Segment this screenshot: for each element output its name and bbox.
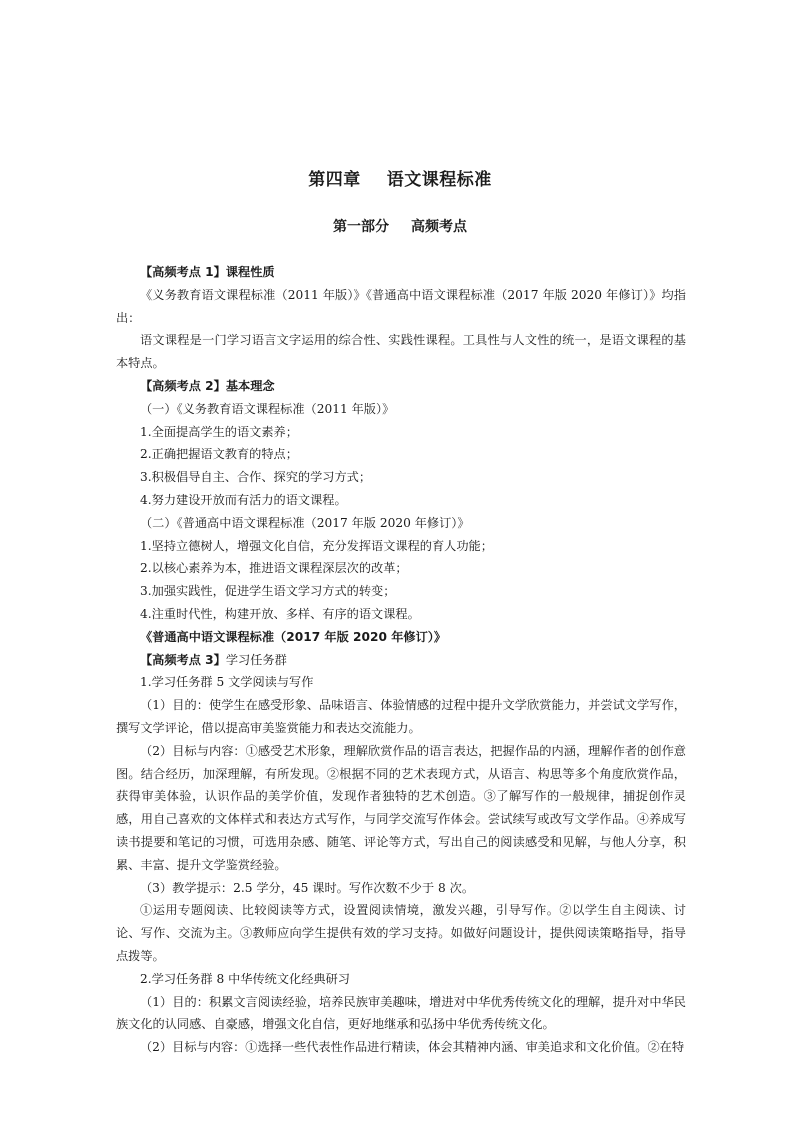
list-item: 1.坚持立德树人，增强文化自信，充分发挥语文课程的育人功能； <box>140 538 493 553</box>
group5-title: 1.学习任务群 5 文学阅读与写作 <box>140 675 314 690</box>
group5-goal: （1）目的：使学生在感受形象、品味语言、体验情感的过程中提升文学欣赏能力，并尝试文学写作，撰写文学评论，借以提高审美鉴赏能力和表达交流能力。 <box>116 698 686 735</box>
document-body <box>116 261 686 1059</box>
group5-tips-detail: ①运用专题阅读、比较阅读等方式，设置阅读情境，激发兴趣，引导写作。②以学生自主阅读、讨论、写作、交流为主。③教师应向学生提供有效的学习支持。如做好问题设计，提供阅读策略指导，指导点拨等。 <box>116 903 686 963</box>
list-item: 3.加强实践性，促进学生语文学习方式的转变； <box>140 584 396 599</box>
group5-content: （2）目标与内容：①感受艺术形象，理解欣赏作品的语言表达，把握作品的内涵，理解作者的创作意图。结合经历，加深理解，有所发现。②根据不同的艺术表现方式，从语言、构思等多个角度欣赏作品，获得审美体验，认识作品的美学价值，发现作者独特的艺术创造。③了解写作的一般规律，捕捉创作灵感，用自己喜欢的文体样式和表达方式写作，与同学交流写作体会。尝试续写或改写文学作品。④养成写读书提要和笔记的习惯，可选用杂感、随笔、评论等方式，写出自己的阅读感受和见解，与他人分享，积累、丰富、提升文学鉴赏经验。 <box>116 743 686 872</box>
kp1-tag: 【高频考点 1】 <box>140 265 226 279</box>
group8-content: （2）目标与内容：①选择一些代表性作品进行精读，体会其精神内涵、审美追求和文化价值。②在特 <box>140 1040 685 1055</box>
list-item: 3.积极倡导自主、合作、探究的学习方式； <box>140 470 372 485</box>
list-item: 4.注重时代性，构建开放、多样、有序的语文课程。 <box>140 606 420 621</box>
list-item: 1.全面提高学生的语文素养； <box>140 424 298 439</box>
group8-title: 2.学习任务群 8 中华传统文化经典研习 <box>140 971 350 986</box>
group8-goal: （1）目的：积累文言阅读经验，培养民族审美趣味，增进对中华优秀传统文化的理解，提升对中华民族文化的认同感、自豪感，增强文化自信，更好地继承和弘扬中华优秀传统文化。 <box>116 994 686 1032</box>
list-item: 2.正确把握语文教育的特点； <box>140 447 298 462</box>
kp2-title: 基本理念 <box>225 378 275 393</box>
chapter-title <box>0 165 800 190</box>
kp3-title: 学习任务群 <box>225 652 287 667</box>
kp2-heading <box>116 375 686 398</box>
kp3-tag: 【高频考点 3】 <box>140 652 226 667</box>
section-part: 第一部分 <box>333 219 389 235</box>
kp3-heading <box>116 649 686 672</box>
kp2-tag: 【高频考点 2】 <box>140 378 226 393</box>
kp2-subheading-2: （二）《普通高中语文课程标准（2017 年版 2020 年修订）》 <box>140 515 470 530</box>
kp1-paragraph-1: 《义务教育语文课程标准（2011 年版）》《普通高中语文课程标准（2017 年版 2020 年修订）》均指出： <box>116 287 686 325</box>
group5-tips: （3）教学提示：2.5 学分，45 课时。写作次数不少于 8 次。 <box>140 880 475 895</box>
list-item: 2.以核心素养为本，推进语文课程深层次的改革； <box>140 561 408 576</box>
list-item: 4.努力建设开放而有活力的语文课程。 <box>140 492 347 507</box>
chapter-name: 语文课程标准 <box>386 170 492 190</box>
section-name: 高频考点 <box>411 219 467 235</box>
kp1-heading <box>116 261 686 284</box>
section-title <box>0 216 800 236</box>
standard-heading: 《普通高中语文课程标准（2017 年版 2020 年修订）》 <box>140 629 447 644</box>
kp2-subheading-1: （一）《义务教育语文课程标准（2011 年版）》 <box>140 401 395 416</box>
kp1-title: 课程性质 <box>225 265 275 279</box>
chapter-number: 第四章 <box>308 170 361 190</box>
kp1-paragraph-2: 语文课程是一门学习语言文字运用的综合性、实践性课程。工具性与人文性的统一，是语文课程的基本特点。 <box>116 333 686 371</box>
